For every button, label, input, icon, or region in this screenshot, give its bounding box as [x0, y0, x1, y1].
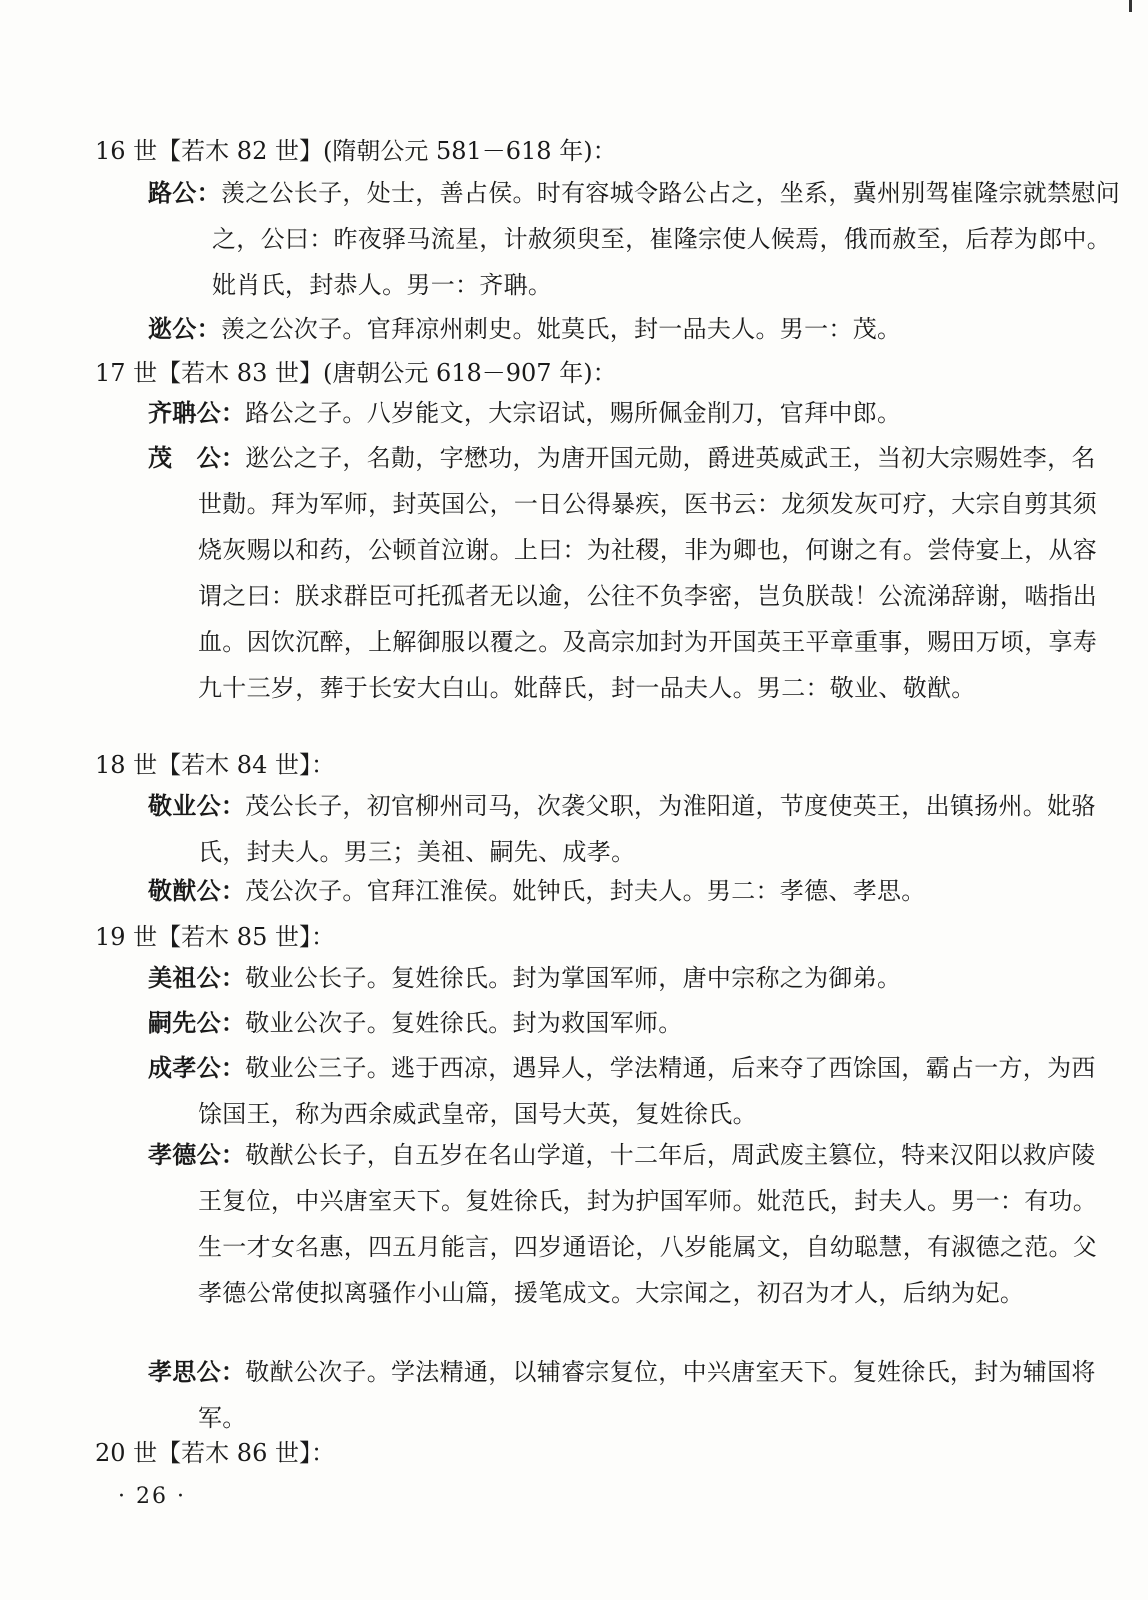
generation-heading: 19 世【若木 85 世】： [95, 923, 335, 951]
person-bio: 茂公长子，初官柳州司马，次袭父职，为淮阳道，节度使英王，出镇扬州。妣骆氏，封夫人。男三；美祖、嗣先、成孝。 [198, 792, 1096, 866]
person-name: 美祖公： [148, 963, 246, 992]
person-name: 成孝公： [148, 1053, 246, 1082]
generation-heading: 17 世【若木 83 世】(唐朝公元 618－907 年)： [95, 359, 617, 387]
person-bio: 敬业公长子。复姓徐氏。封为掌国军师，唐中宗称之为御弟。 [245, 964, 902, 992]
person-bio: 逖公之子，名勣，字懋功，为唐开国元勋，爵进英威武王，当初大宗赐姓李，名世勣。拜为军师，封英国公，一日公得暴疾，医书云：龙须发灰可疗，大宗自剪其须烧灰赐以和药，公顿首泣谢。上曰：为社稷，非为卿也，何谢之有。尝侍宴上，从容谓之曰：朕求群臣可托孤者无以逾，公往不负李密，岂负朕哉！公流涕辞谢，啮指出血。因饮沉醉，上解御服以覆之。及高宗加封为开国英王平章重事，赐田万顷，享寿九十三岁，葬于长安大白山。妣薛氏，封一品夫人。男二：敬业、敬猷。 [198, 444, 1098, 702]
genealogy-entry [148, 1045, 1110, 1137]
person-bio: 茂公次子。官拜江淮侯。妣钟氏，封夫人。男二：孝德、孝思。 [245, 877, 926, 905]
person-name: 茂 公： [148, 443, 246, 472]
genealogy-entry [148, 783, 1110, 875]
genealogy-entry [148, 868, 1110, 914]
person-name: 嗣先公： [148, 1008, 246, 1037]
genealogy-entry [148, 170, 1124, 308]
person-name: 孝德公： [148, 1140, 246, 1169]
genealogy-entry [148, 390, 1110, 436]
person-bio: 敬猷公长子，自五岁在名山学道，十二年后，周武废主篡位，特来汉阳以救庐陵王复位，中兴唐室天下。复姓徐氏，封为护国军师。妣范氏，封夫人。男一：有功。生一才女名惠，四五月能言，四岁通语论，八岁能属文，自幼聪慧，有淑德之范。父孝德公常使拟离骚作小山篇，援笔成文。大宗闻之，初召为才人，后纳为妃。 [198, 1141, 1098, 1307]
person-bio: 敬猷公次子。学法精通，以辅睿宗复位，中兴唐室天下。复姓徐氏，封为辅国将军。 [198, 1358, 1096, 1432]
person-bio: 羡之公长子，处士，善占侯。时有容城令路公占之，坐系，冀州别驾崔隆宗就禁慰问之，公曰：昨夜驿马流星，计赦须臾至，崔隆宗使人候焉，俄而赦至，后荐为郎中。妣肖氏，封恭人。男一：齐聃。 [212, 179, 1121, 299]
person-bio: 路公之子。八岁能文，大宗诏试，赐所佩金削刀，官拜中郎。 [245, 399, 902, 427]
page-number: · 26 · [118, 1484, 186, 1509]
person-name: 路公： [148, 178, 221, 207]
scan-mark [1129, 0, 1132, 12]
person-name: 敬猷公： [148, 876, 246, 905]
genealogy-entry [148, 306, 1124, 352]
genealogy-entry [148, 1349, 1110, 1441]
person-bio: 敬业公次子。复姓徐氏。封为救国军师。 [245, 1009, 683, 1037]
person-bio: 羡之公次子。官拜凉州刺史。妣莫氏，封一品夫人。男一：茂。 [220, 315, 902, 343]
generation-heading: 18 世【若木 84 世】： [95, 751, 335, 779]
person-name: 孝思公： [148, 1357, 246, 1386]
generation-heading: 16 世【若木 82 世】(隋朝公元 581－618 年)： [95, 137, 617, 165]
person-name: 齐聃公： [148, 398, 246, 427]
generation-heading: 20 世【若木 86 世】： [95, 1439, 335, 1467]
genealogy-entry [148, 955, 1110, 1001]
genealogy-entry [148, 1132, 1110, 1316]
person-name: 敬业公： [148, 791, 246, 820]
genealogy-entry [148, 1000, 1110, 1046]
person-bio: 敬业公三子。逃于西凉，遇异人，学法精通，后来夺了西馀国，霸占一方，为西馀国王，称为西余威武皇帝，国号大英，复姓徐氏。 [198, 1054, 1096, 1128]
person-name: 逖公： [148, 314, 221, 343]
genealogy-entry [148, 435, 1110, 711]
